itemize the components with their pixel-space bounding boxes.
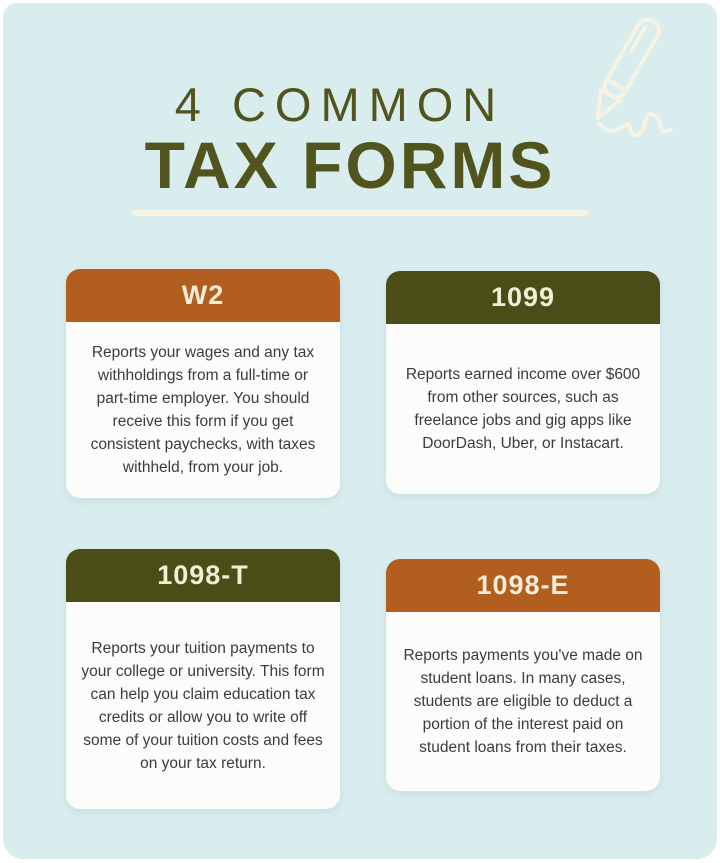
card-w2-body <box>66 322 340 498</box>
page-title: TAX FORMS <box>144 128 556 202</box>
cards-grid <box>3 269 717 809</box>
card-1099 <box>386 271 660 494</box>
background-panel <box>3 3 717 859</box>
card-1099-body <box>386 324 660 494</box>
title-line-1: 4 COMMON <box>174 78 506 131</box>
title-block <box>3 3 717 216</box>
card-1098-e <box>386 559 660 791</box>
card-w2-description: Reports your wages and any tax withholdings from a full-time or part-time employer. You should receive this form if you get consistent paychecks, with taxes withheld, from your job. <box>90 344 316 476</box>
title-underline <box>131 210 589 216</box>
card-1098-t-body <box>66 602 340 809</box>
card-w2-header: W2 <box>66 269 340 322</box>
card-1098-t-description: Reports your tuition payments to your college or university. This form can help you claim education tax credits or allow you to write off some of your tuition costs and fees on your tax return. <box>81 639 325 772</box>
card-1098-t-header: 1098-T <box>66 549 340 602</box>
card-1098-e-body <box>386 612 660 791</box>
card-1098-e-header: 1098-E <box>386 559 660 612</box>
card-1099-description: Reports earned income over $600 from other sources, such as freelance jobs and gig apps like DoorDash, Uber, or Instacart. <box>405 366 641 452</box>
card-1098-t <box>66 549 340 809</box>
card-w2 <box>66 269 340 498</box>
card-1098-e-description: Reports payments you've made on student loans. In many cases, students are eligible to deduct a portion of the interest paid on student loans from their taxes. <box>403 647 643 756</box>
card-1099-header: 1099 <box>386 271 660 324</box>
